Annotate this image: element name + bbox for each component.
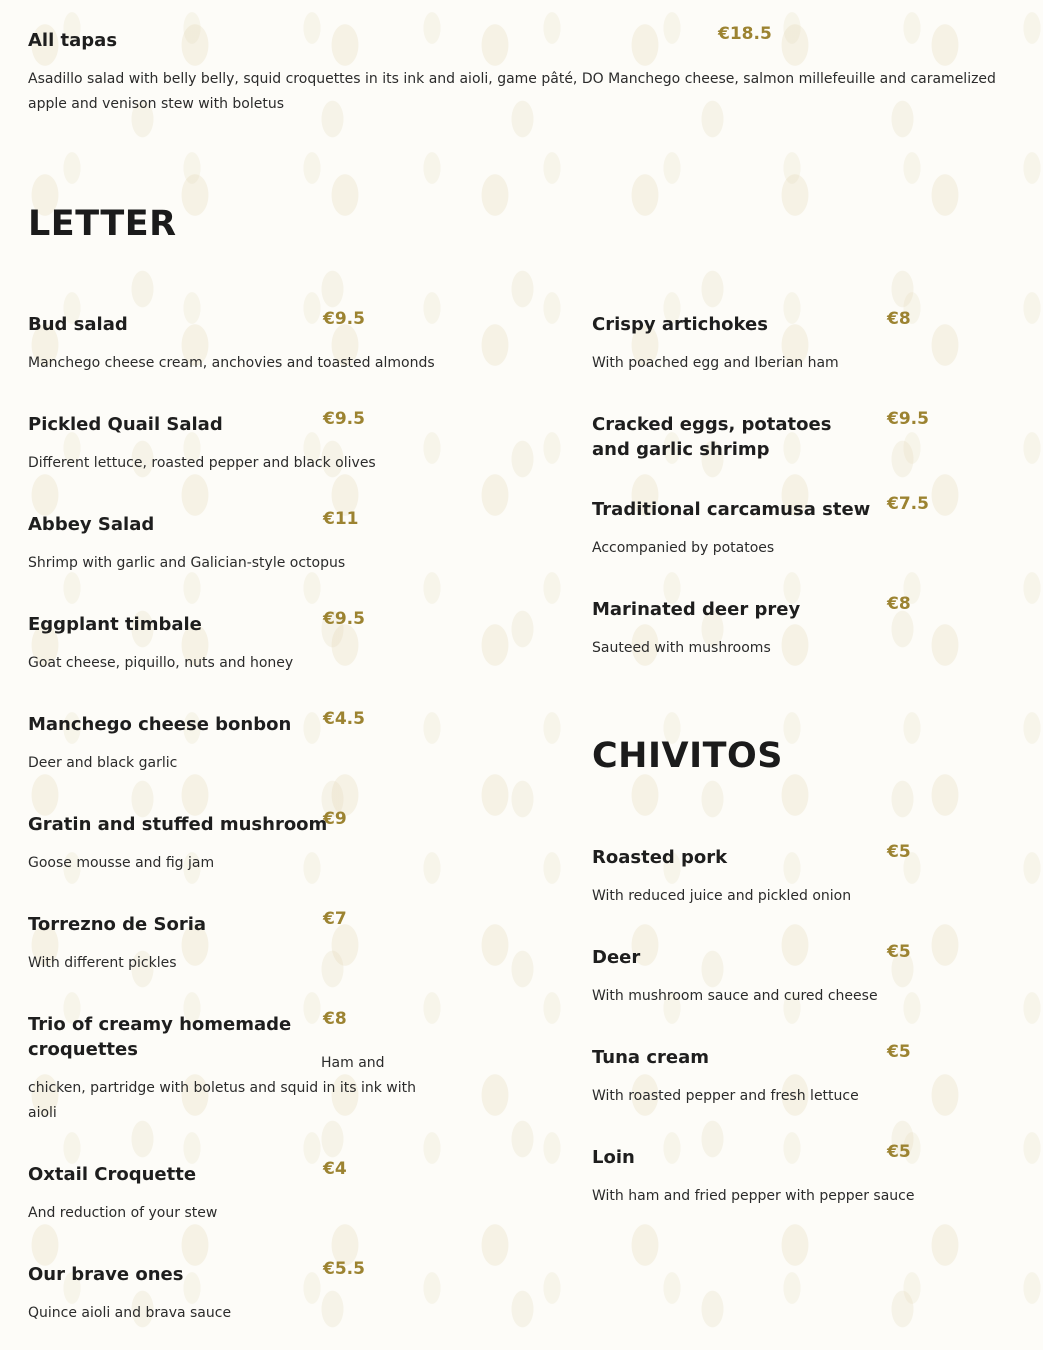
item-description: Asadillo salad with belly belly, squid croquettes in its ink and aioli, game pâté, DO Manchego cheese, salmon millefeuille and caramelized apple and venison stew with boletus bbox=[28, 71, 996, 112]
menu-item-name: Marinated deer prey bbox=[592, 599, 801, 620]
menu-item-price: €9.5 bbox=[323, 409, 365, 429]
menu-item-price: €5 bbox=[887, 842, 911, 862]
menu-item-description: Different lettuce, roasted pepper and black olives bbox=[28, 455, 376, 471]
menu-item-price: €11 bbox=[323, 509, 359, 529]
menu-item-description: Ham and bbox=[321, 1055, 385, 1071]
menu-item-price: €8 bbox=[323, 1009, 347, 1029]
menu-item-description: Shrimp with garlic and Galician-style octopus bbox=[28, 555, 346, 571]
menu-item-description: With mushroom sauce and cured cheese bbox=[592, 988, 878, 1004]
menu-item-name: Bud salad bbox=[28, 314, 128, 335]
menu-item-description: With roasted pepper and fresh lettuce bbox=[592, 1088, 859, 1104]
menu-item-price: €5 bbox=[887, 1042, 911, 1062]
section-heading-chivitos: CHIVITOS bbox=[592, 736, 783, 776]
menu-item-description: With reduced juice and pickled onion bbox=[592, 888, 852, 904]
menu-item-description: Sauteed with mushrooms bbox=[592, 640, 771, 656]
section-heading-letter: LETTER bbox=[28, 204, 177, 244]
menu-item-name: Our brave ones bbox=[28, 1264, 184, 1285]
menu-item-price: €7 bbox=[323, 909, 347, 929]
menu-item-price: €7.5 bbox=[887, 494, 929, 514]
menu-item-price: €8 bbox=[887, 594, 911, 614]
menu-item-description: Deer and black garlic bbox=[28, 755, 178, 771]
menu-item-description: chicken, partridge with boletus and squid in its ink with aioli bbox=[28, 1080, 416, 1121]
menu-item-name: Crispy artichokes bbox=[592, 314, 768, 335]
menu-item-price: €9.5 bbox=[323, 609, 365, 629]
menu-item-name: Roasted pork bbox=[592, 847, 728, 868]
item-name: All tapas bbox=[28, 30, 118, 51]
menu-item-description: With different pickles bbox=[28, 955, 177, 971]
menu-item-price: €9.5 bbox=[323, 309, 365, 329]
menu-item-price: €5 bbox=[887, 942, 911, 962]
menu-item-name: Gratin and stuffed mushroom bbox=[28, 814, 328, 835]
menu-item-name: Trio of creamy homemade croquettes bbox=[28, 1014, 292, 1060]
menu-item-name: Manchego cheese bonbon bbox=[28, 714, 292, 735]
menu-item-description: Goose mousse and fig jam bbox=[28, 855, 215, 871]
menu-item-price: €9 bbox=[323, 809, 347, 829]
menu-item-description: And reduction of your stew bbox=[28, 1205, 218, 1221]
menu-item-price: €9.5 bbox=[887, 409, 929, 429]
menu-item-description: With ham and fried pepper with pepper sauce bbox=[592, 1188, 915, 1204]
menu-item-name: Eggplant timbale bbox=[28, 614, 202, 635]
menu-item-price: €4 bbox=[323, 1159, 347, 1179]
menu-item-name: Deer bbox=[592, 947, 641, 968]
menu-item-price: €8 bbox=[887, 309, 911, 329]
menu-item-description: With poached egg and Iberian ham bbox=[592, 355, 839, 371]
menu-item-name: Cracked eggs, potatoes and garlic shrimp bbox=[592, 414, 832, 460]
item-price: €18.5 bbox=[718, 24, 772, 44]
menu-item-description: Accompanied by potatoes bbox=[592, 540, 775, 556]
menu-item-price: €4.5 bbox=[323, 709, 365, 729]
menu-item-name: Abbey Salad bbox=[28, 514, 155, 535]
menu-item-name: Tuna cream bbox=[592, 1047, 709, 1068]
menu-item-name: Oxtail Croquette bbox=[28, 1164, 197, 1185]
menu-item-price: €5 bbox=[887, 1142, 911, 1162]
menu-item-name: Pickled Quail Salad bbox=[28, 414, 223, 435]
menu-item-description: Quince aioli and brava sauce bbox=[28, 1305, 232, 1321]
menu-item-name: Torrezno de Soria bbox=[28, 914, 207, 935]
menu-item-name: Loin bbox=[592, 1147, 635, 1168]
menu-item-price: €5.5 bbox=[323, 1259, 365, 1279]
menu-item-name: Traditional carcamusa stew bbox=[592, 499, 871, 520]
menu-item-description: Manchego cheese cream, anchovies and toasted almonds bbox=[28, 355, 435, 371]
menu-item-description: Goat cheese, piquillo, nuts and honey bbox=[28, 655, 294, 671]
